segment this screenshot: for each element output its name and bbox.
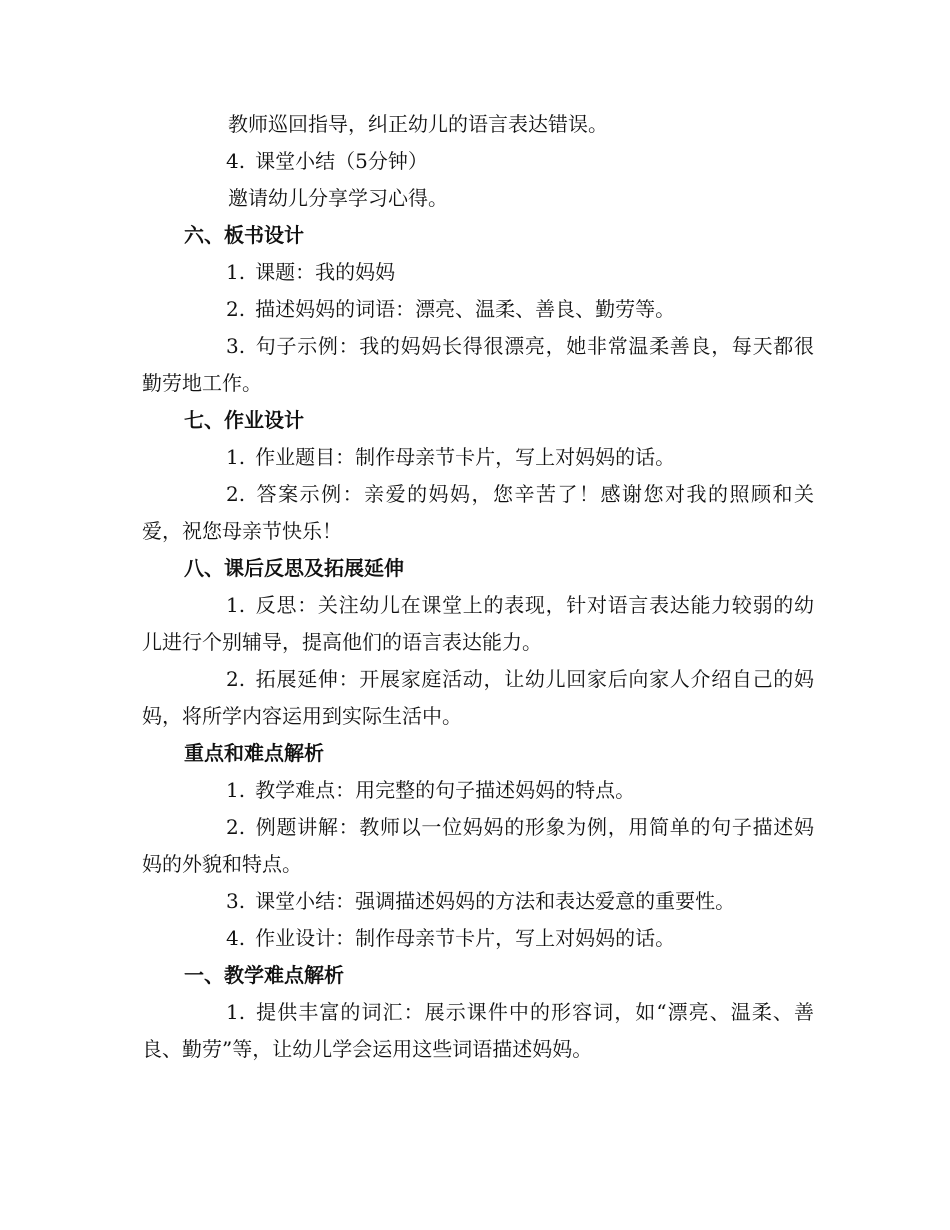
item-number: 1. (226, 593, 246, 617)
item-number: 1. (226, 778, 246, 802)
item-text: 课题：我的妈妈 (255, 260, 396, 284)
document-page (142, 106, 814, 1068)
item-number: 2. (226, 667, 246, 691)
section-heading: 八、课后反思及拓展延伸 (184, 556, 404, 580)
item-text: 句子示例：我的妈妈长得很漂亮，她非常温柔善良，每天都很勤劳地工作。 (142, 334, 814, 395)
item-text: 拓展延伸：开展家庭活动，让幼儿回家后向家人介绍自己的妈妈，将所学内容运用到实际生活中。 (142, 667, 814, 728)
item-text: 作业题目：制作母亲节卡片，写上对妈妈的话。 (255, 445, 676, 469)
list-item (142, 439, 814, 476)
item-number: 4. (226, 926, 246, 950)
item-text: 描述妈妈的词语：漂亮、温柔、善良、勤劳等。 (255, 297, 676, 321)
item-number: 3. (226, 334, 246, 358)
paragraph: 教师巡回指导，纠正幼儿的语言表达错误。 (228, 112, 608, 136)
item-text: 课堂小结：强调描述妈妈的方法和表达爱意的重要性。 (255, 889, 736, 913)
list-item (142, 994, 814, 1068)
item-text: 教学难点：用完整的句子描述妈妈的特点。 (255, 778, 636, 802)
item-text: 作业设计：制作母亲节卡片，写上对妈妈的话。 (255, 926, 676, 950)
section-heading: 六、板书设计 (184, 223, 304, 247)
list-item (142, 809, 814, 883)
section-heading: 一、教学难点解析 (184, 963, 344, 987)
item-text: 答案示例：亲爱的妈妈，您辛苦了！感谢您对我的照顾和关爱，祝您母亲节快乐！ (142, 482, 814, 543)
section-heading: 重点和难点解析 (184, 741, 324, 765)
item-number: 2. (226, 815, 246, 839)
list-item (142, 920, 814, 957)
item-number: 4. (226, 149, 246, 173)
item-number: 2. (226, 482, 246, 506)
list-item (142, 328, 814, 402)
item-text: 提供丰富的词汇：展示课件中的形容词，如“漂亮、温柔、善良、勤劳”等，让幼儿学会运用这些词语描述妈妈。 (142, 1000, 814, 1061)
item-number: 1. (226, 445, 246, 469)
section-heading: 七、作业设计 (184, 408, 304, 432)
list-item (142, 143, 814, 180)
list-item (142, 772, 814, 809)
item-number: 2. (226, 297, 246, 321)
item-text: 课堂小结（5分钟） (255, 149, 428, 173)
item-number: 1. (226, 260, 246, 284)
paragraph: 邀请幼儿分享学习心得。 (228, 186, 448, 210)
list-item (142, 291, 814, 328)
list-item (142, 587, 814, 661)
item-text: 反思：关注幼儿在课堂上的表现，针对语言表达能力较弱的幼儿进行个别辅导，提高他们的语言表达能力。 (142, 593, 814, 654)
item-text: 例题讲解：教师以一位妈妈的形象为例，用简单的句子描述妈妈的外貌和特点。 (142, 815, 814, 876)
item-number: 3. (226, 889, 246, 913)
list-item (142, 254, 814, 291)
list-item (142, 476, 814, 550)
list-item (142, 883, 814, 920)
item-number: 1. (226, 1000, 246, 1024)
list-item (142, 661, 814, 735)
